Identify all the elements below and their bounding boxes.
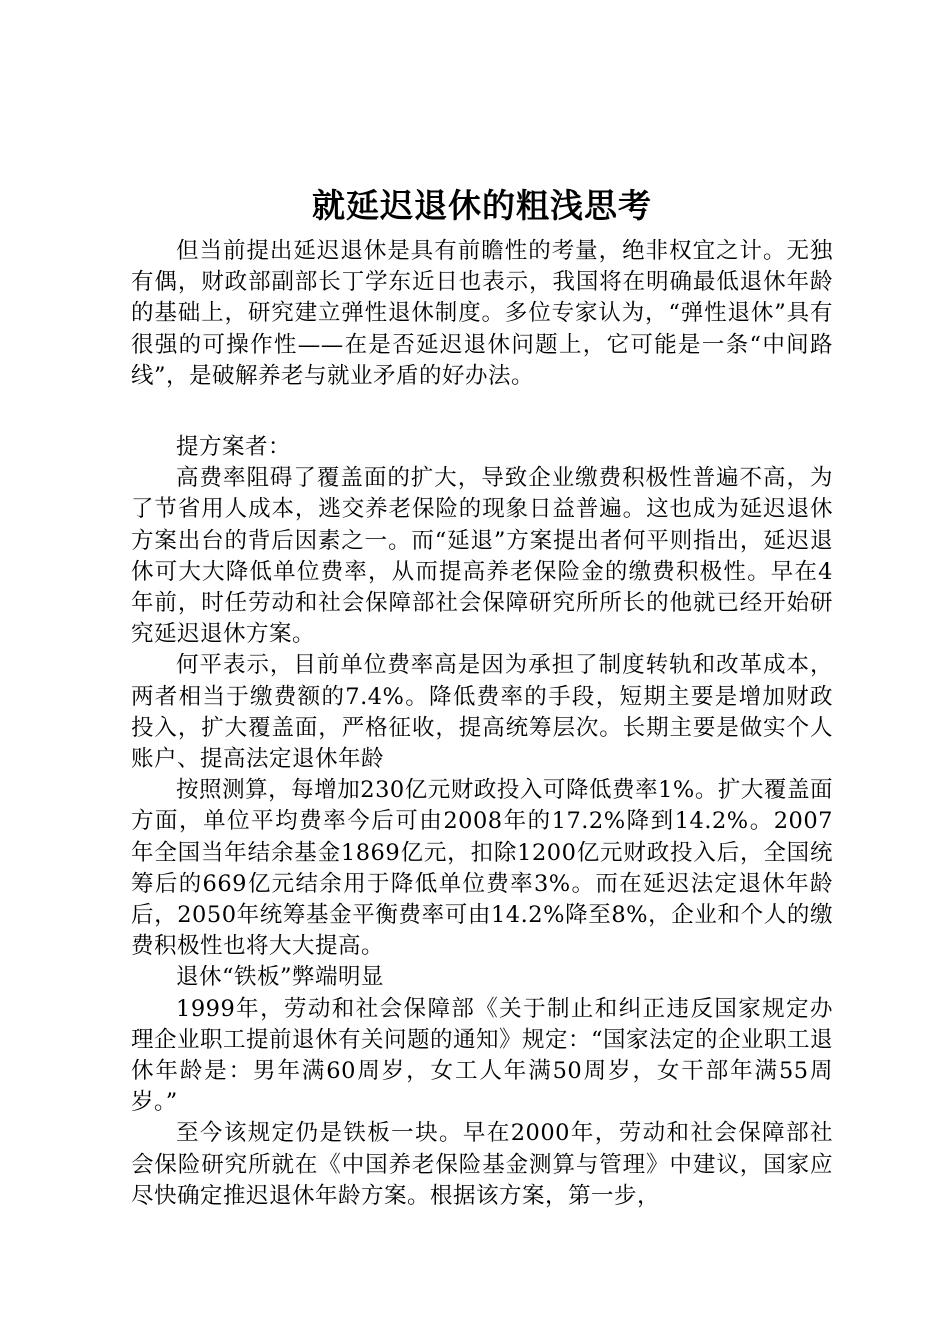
paragraph-intro: 但当前提出延迟退休是具有前瞻性的考量，绝非权宜之计。无独有偶，财政部副部长丁学东近日也表示，我国将在明确最低退休年龄的基础上，研究建立弹性退休制度。多位专家认为，“弹性退休”具有很强的可操作性——在是否延迟退休问题上，它可能是一条“中间路线”，是破解养老与就业矛盾的好办法。 [131,238,833,389]
paragraph-proposer-heading: 提方案者： [176,434,292,461]
paragraph-heping: 何平表示，目前单位费率高是因为承担了制度转轨和改革成本，两者相当于缴费额的7.4%。降低费率的手段，短期主要是增加财政投入，扩大覆盖面，严格征收，提高统筹层次。长期主要是做实个人账户、提高法定退休年龄 [131,652,833,773]
document-page [131,180,833,1212]
paragraph-iron-plate-heading: 退休“铁板”弊端明显 [176,964,385,991]
paragraph-gap [131,392,833,432]
paragraph-2000-proposal: 至今该规定仍是铁板一块。早在2000年，劳动和社会保障部社会保险研究所就在《中国养老保险基金测算与管理》中建议，国家应尽快确定推迟退休年龄方案。根据该方案，第一步， [131,1120,833,1209]
document-title: 就延迟退休的粗浅思考 [312,186,652,225]
paragraph-calculation: 按照测算，每增加230亿元财政投入可降低费率1%。扩大覆盖面方面，单位平均费率今后可由2008年的17.2%降到14.2%。2007年全国当年结余基金1869亿元，扣除1200亿元财政投入后，全国统筹后的669亿元结余用于降低单位费率3%。而在延迟法定退休年龄后，2050年统筹基金平衡费率可由14.2%降至8%，企业和个人的缴费积极性也将大大提高。 [131,777,833,960]
paragraph-1999-rule: 1999年，劳动和社会保障部《关于制止和纠正违反国家规定办理企业职工提前退休有关问题的通知》规定：“国家法定的企业职工退休年龄是：男年满60周岁，女工人年满50周岁，女干部年满55周岁。” [131,995,834,1116]
paragraph-high-rate: 高费率阻碍了覆盖面的扩大，导致企业缴费积极性普遍不高，为了节省用人成本，逃交养老保险的现象日益普遍。这也成为延迟退休方案出台的背后因素之一。而“延退”方案提出者何平则指出，延迟退休可大大降低单位费率，从而提高养老保险金的缴费积极性。早在4年前，时任劳动和社会保障部社会保障研究所所长的他就已经开始研究延迟退休方案。 [131,465,833,648]
